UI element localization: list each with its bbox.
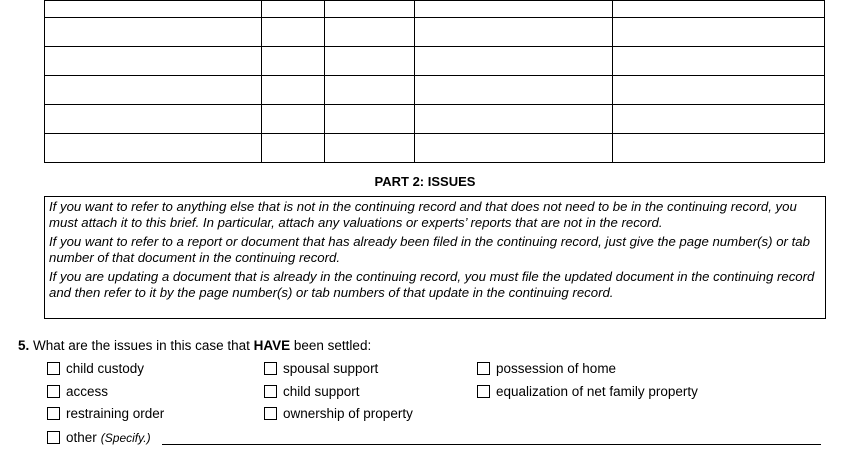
table-row bbox=[45, 1, 825, 18]
ownership-of-property-checkbox[interactable] bbox=[264, 407, 277, 420]
question-emphasis: HAVE bbox=[253, 338, 291, 353]
option-label: possession of home bbox=[496, 361, 617, 376]
table-cell[interactable] bbox=[415, 134, 613, 163]
question-text-after: been settled: bbox=[290, 338, 372, 353]
table-row bbox=[45, 76, 825, 105]
table-cell[interactable] bbox=[325, 1, 415, 18]
question-5 bbox=[18, 338, 371, 353]
table-cell[interactable] bbox=[325, 105, 415, 134]
option-child-custody[interactable] bbox=[47, 361, 144, 376]
table-cell[interactable] bbox=[613, 105, 825, 134]
table-cell[interactable] bbox=[262, 105, 325, 134]
spousal-support-checkbox[interactable] bbox=[264, 362, 277, 375]
other-specify-field[interactable] bbox=[162, 430, 821, 444]
table-cell[interactable] bbox=[325, 47, 415, 76]
instructions-box bbox=[44, 196, 826, 319]
option-possession-of-home[interactable] bbox=[477, 361, 616, 376]
child-custody-checkbox[interactable] bbox=[47, 362, 60, 375]
option-label: access bbox=[66, 384, 109, 399]
option-label: other bbox=[66, 430, 97, 445]
table-row bbox=[45, 105, 825, 134]
other-checkbox[interactable] bbox=[47, 431, 60, 444]
table-cell[interactable] bbox=[613, 47, 825, 76]
option-label: equalization of net family property bbox=[496, 384, 698, 399]
table-cell[interactable] bbox=[45, 76, 262, 105]
option-spousal-support[interactable] bbox=[264, 361, 378, 376]
option-access[interactable] bbox=[47, 384, 108, 399]
option-ownership-of-property[interactable] bbox=[264, 406, 413, 421]
table-cell[interactable] bbox=[45, 1, 262, 18]
table-cell[interactable] bbox=[262, 47, 325, 76]
other-specify-hint: (Specify.) bbox=[100, 430, 151, 445]
child-support-checkbox[interactable] bbox=[264, 385, 277, 398]
instruction-paragraph: If you want to refer to a report or document that has already been filed in the continuing record, just give the page number(s) or tab number of that document in the continuing record. bbox=[49, 234, 810, 265]
instruction-paragraph: If you are updating a document that is already in the continuing record, you must file the updated document in the continuing record and then refer to it by the page number(s) or tab numbers of that update in the continuing record. bbox=[49, 269, 815, 300]
table-cell[interactable] bbox=[613, 1, 825, 18]
table-cell[interactable] bbox=[415, 105, 613, 134]
table-cell[interactable] bbox=[262, 134, 325, 163]
table-cell[interactable] bbox=[415, 76, 613, 105]
table-cell[interactable] bbox=[45, 134, 262, 163]
instruction-paragraph: If you want to refer to anything else that is not in the continuing record and that does not need to be in the continuing record, you must attach it to this brief. In particular, attach any valuations or experts’ reports that are not in the record. bbox=[49, 199, 797, 230]
table-row bbox=[45, 47, 825, 76]
option-child-support[interactable] bbox=[264, 384, 360, 399]
table-cell[interactable] bbox=[45, 105, 262, 134]
equalization-checkbox[interactable] bbox=[477, 385, 490, 398]
option-label: child support bbox=[283, 384, 360, 399]
table-cell[interactable] bbox=[45, 18, 262, 47]
question-number: 5. bbox=[18, 338, 30, 353]
option-label: child custody bbox=[66, 361, 145, 376]
table-cell[interactable] bbox=[415, 1, 613, 18]
access-checkbox[interactable] bbox=[47, 385, 60, 398]
option-other[interactable] bbox=[47, 430, 151, 445]
table-cell[interactable] bbox=[262, 76, 325, 105]
table-cell[interactable] bbox=[325, 134, 415, 163]
option-label: restraining order bbox=[66, 406, 165, 421]
table-cell[interactable] bbox=[262, 18, 325, 47]
table-row bbox=[45, 134, 825, 163]
table-row bbox=[45, 18, 825, 47]
option-label: ownership of property bbox=[283, 406, 413, 421]
table-cell[interactable] bbox=[613, 18, 825, 47]
part-title: PART 2: ISSUES bbox=[374, 174, 476, 189]
table-cell[interactable] bbox=[613, 76, 825, 105]
question-text-before: What are the issues in this case that bbox=[29, 338, 254, 353]
table-cell[interactable] bbox=[613, 134, 825, 163]
option-label: spousal support bbox=[283, 361, 379, 376]
table-cell[interactable] bbox=[325, 18, 415, 47]
continuing-record-table bbox=[44, 0, 825, 163]
possession-of-home-checkbox[interactable] bbox=[477, 362, 490, 375]
option-restraining-order[interactable] bbox=[47, 406, 164, 421]
table-cell[interactable] bbox=[325, 76, 415, 105]
table-cell[interactable] bbox=[415, 47, 613, 76]
restraining-order-checkbox[interactable] bbox=[47, 407, 60, 420]
table-cell[interactable] bbox=[45, 47, 262, 76]
option-equalization[interactable] bbox=[477, 384, 698, 399]
table-cell[interactable] bbox=[262, 1, 325, 18]
table-cell[interactable] bbox=[415, 18, 613, 47]
other-specify-underline bbox=[162, 444, 821, 445]
